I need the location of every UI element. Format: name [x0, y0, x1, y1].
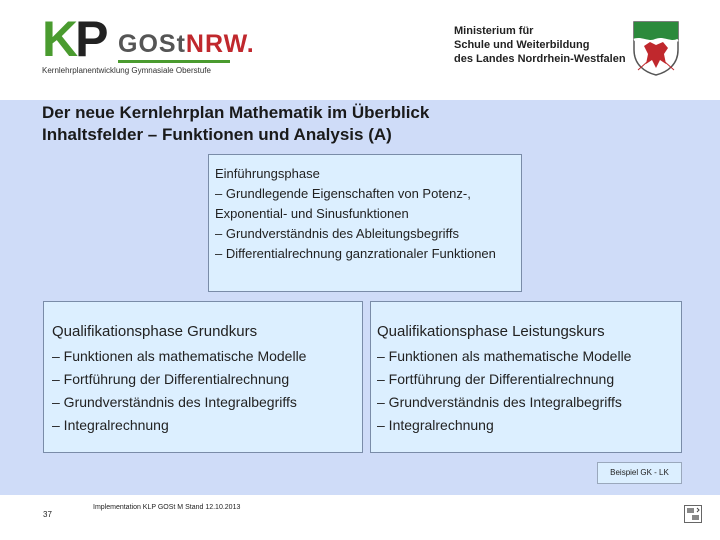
box-line: – Differentialrechnung ganzrationaler Funktionen	[215, 246, 496, 261]
leistungskurs-box	[370, 301, 682, 453]
ministry-line: Schule und Weiterbildung	[454, 39, 590, 51]
title-line-2: Inhaltsfelder – Funktionen und Analysis (A)	[42, 125, 392, 144]
logo-p: P	[75, 11, 106, 67]
box-line: – Grundverständnis des Ableitungsbegriffs	[215, 226, 460, 241]
logo-nrw: NRW.	[185, 30, 255, 58]
box-line: – Fortführung der Differentialrechnung	[52, 371, 290, 387]
nrw-coat-of-arms-icon	[632, 20, 680, 76]
example-gk-lk-button[interactable]: Beispiel GK - LK	[597, 462, 682, 484]
slide-header	[0, 0, 720, 100]
title-line-1: Der neue Kernlehrplan Mathematik im Überblick	[42, 103, 430, 122]
box-line: – Grundverständnis des Integralbegriffs	[377, 394, 622, 410]
slide-navigation-icon[interactable]	[684, 505, 702, 523]
logo-subtitle: Kernlehrplanentwicklung Gymnasiale Oberstufe	[42, 66, 211, 75]
box-line: – Funktionen als mathematische Modelle	[52, 348, 307, 364]
logo-k: K	[42, 11, 76, 67]
box-line: – Funktionen als mathematische Modelle	[377, 348, 632, 364]
grundkurs-box	[43, 301, 363, 453]
logo-kp-letters	[42, 11, 106, 67]
ministry-line: Ministerium für	[454, 25, 534, 37]
box-line: – Integralrechnung	[52, 417, 169, 433]
logo-gost: GOSt	[118, 30, 186, 58]
box-heading: Einführungsphase	[215, 166, 320, 181]
klp-gost-nrw-logo	[42, 11, 272, 75]
box-heading: Qualifikationsphase Leistungskurs	[377, 323, 605, 340]
slide-title	[42, 102, 429, 146]
page-number: 37	[43, 510, 52, 519]
box-line: – Grundlegende Eigenschaften von Potenz-, Exponential- und Sinusfunktionen	[215, 186, 471, 221]
box-line: – Integralrechnung	[377, 417, 494, 433]
ministry-line: des Landes Nordrhein-Westfalen	[454, 53, 626, 65]
footer-text: Implementation KLP GOSt M Stand 12.10.2013	[93, 504, 241, 511]
ministry-name	[454, 24, 634, 66]
logo-underline	[118, 60, 230, 63]
box-line: – Grundverständnis des Integralbegriffs	[52, 394, 297, 410]
einfuehrungsphase-box	[208, 154, 522, 292]
logo-gost-nrw	[118, 30, 255, 58]
box-line: – Fortführung der Differentialrechnung	[377, 371, 615, 387]
box-heading: Qualifikationsphase Grundkurs	[52, 323, 258, 340]
